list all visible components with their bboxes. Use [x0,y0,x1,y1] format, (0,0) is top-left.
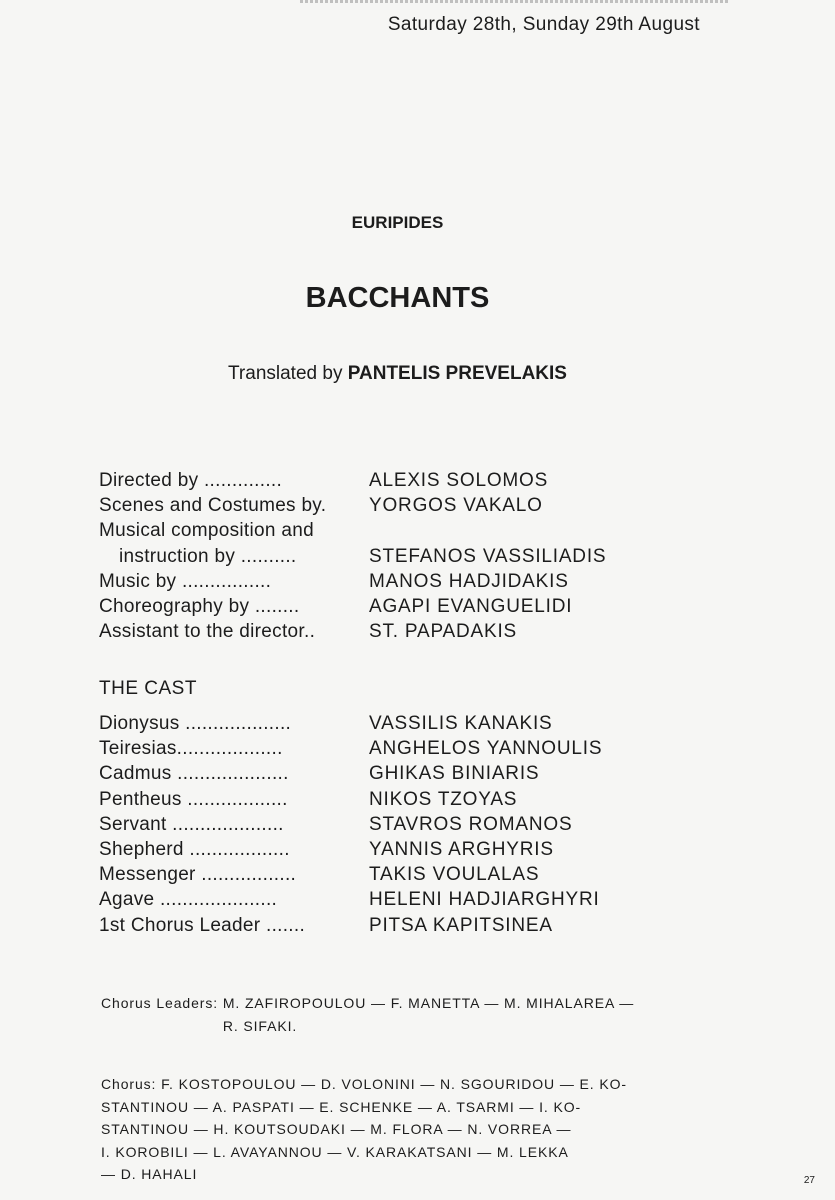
credit-name: STEFANOS VASSILIADIS [369,545,607,567]
cast-name: ANGHELOS YANNOULIS [369,738,603,760]
author: EURIPIDES [351,213,444,232]
cast-role: Shepherd .................. [99,838,290,860]
credits-list [99,468,606,644]
credit-role: Assistant to the director.. [99,621,316,643]
credit-row [99,518,606,543]
chorus-line: — D. HAHALI [101,1166,198,1182]
chorus-leaders-label: Chorus Leaders: [101,995,219,1011]
cast-name: STAVROS ROMANOS [369,813,573,835]
credit-name: MANOS HADJIDAKIS [369,570,569,592]
play-title: BACCHANTS [305,282,490,314]
credit-name: YORGOS VAKALO [369,495,543,517]
cast-role: Dionysus ................... [99,713,292,734]
cast-role: Cadmus .................... [99,763,289,785]
cast-name: VASSILIS KANAKIS [369,713,553,734]
credit-row [99,544,606,569]
cast-role: Teiresias................... [99,738,283,760]
credit-row [99,619,606,644]
translated-by-label: Translated by [228,363,343,384]
credit-role: Scenes and Costumes by. [99,495,327,517]
cast-row [99,711,602,736]
chorus-leaders-line: M. ZAFIROPOULOU — F. MANETTA — M. MIHALAREA — [222,995,635,1011]
cast-heading: THE CAST [99,678,197,699]
credit-name: ALEXIS SOLOMOS [369,470,549,491]
credit-name: AGAPI EVANGUELIDI [369,595,573,617]
cast-name: HELENI HADJIARGHYRI [369,889,600,911]
chorus-label: Chorus: [101,1076,157,1092]
cast-role: 1st Chorus Leader ....... [99,914,306,936]
cast-row [99,812,602,837]
cast-role: Agave ..................... [99,889,278,911]
cast-row [99,837,602,862]
top-rule [300,0,730,3]
credit-role: Directed by .............. [99,470,283,491]
chorus-line: STANTINOU — A. PASPATI — E. SCHENKE — A. TSARMI — I. KO- [101,1098,582,1115]
cast-name: YANNIS ARGHYRIS [369,838,554,860]
cast-row [99,887,602,912]
cast-row [99,913,602,938]
cast-role: Pentheus .................. [99,788,288,810]
credit-row [99,569,606,594]
cast-row [99,736,602,761]
credit-role: Musical composition and [99,520,314,542]
page-number: 27 [803,1175,815,1186]
credit-role: Music by ................ [99,570,272,592]
cast-row [99,787,602,812]
chorus-line: STANTINOU — H. KOUTSOUDAKI — M. FLORA — N. VORREA — [101,1121,572,1137]
cast-name: TAKIS VOULALAS [369,864,540,886]
cast-list [99,711,602,938]
credit-row [99,594,606,619]
cast-name: PITSA KAPITSINEA [369,914,553,936]
chorus-leaders-line: R. SIFAKI. [222,1017,298,1034]
chorus-members [101,1073,721,1186]
credit-name: ST. PAPADAKIS [369,621,518,643]
chorus-line: I. KOROBILI — L. AVAYANNOU — V. KARAKATSANI — M. LEKKA [101,1143,569,1160]
chorus-leaders-names [223,992,634,1037]
credit-role: Choreography by ........ [99,595,300,617]
cast-name: NIKOS TZOYAS [369,788,518,810]
credit-role: instruction by .......... [119,545,297,567]
translator-line [0,363,795,385]
cast-role: Servant .................... [99,813,284,835]
performance-date: Saturday 28th, Sunday 29th August [387,14,700,35]
cast-row [99,761,602,786]
credit-row [99,493,606,518]
chorus-leaders [101,992,721,1037]
cast-role: Messenger ................. [99,864,297,886]
cast-row [99,862,602,887]
credit-row [99,468,606,493]
cast-name: GHIKAS BINIARIS [369,763,540,785]
chorus-line: F. KOSTOPOULOU — D. VOLONINI — N. SGOURIDOU — E. KO- [161,1076,627,1092]
translator-name: PANTELIS PREVELAKIS [347,363,567,384]
